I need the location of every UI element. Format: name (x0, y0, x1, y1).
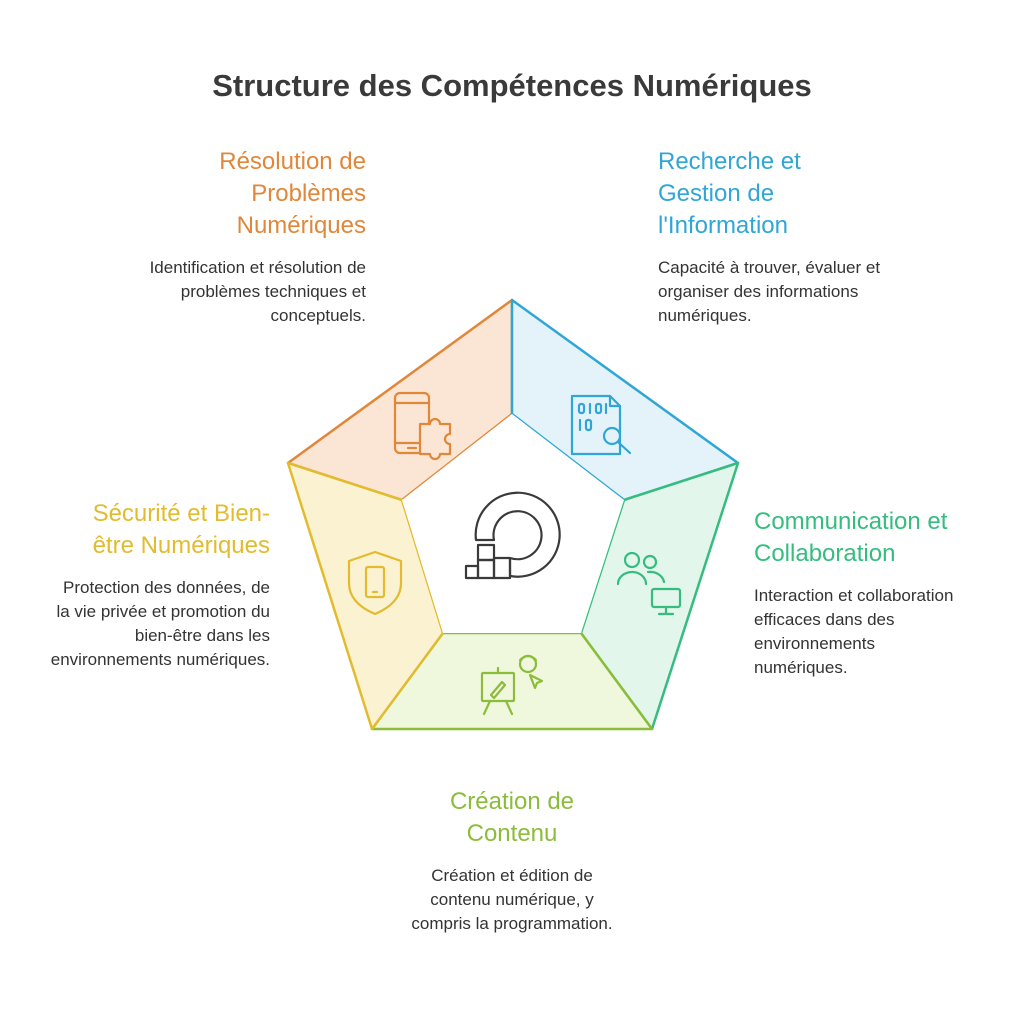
information-title: Recherche et Gestion de l'Information (658, 148, 801, 239)
safety-block (30, 498, 270, 672)
content-creation-description: Création et édition de contenu numérique, y compris la programmation. (411, 866, 613, 933)
page-title: Structure des Compétences Numériques (212, 68, 812, 103)
communication-block (754, 506, 994, 680)
safety-title: Sécurité et Bien-être Numériques (92, 500, 270, 559)
information-description: Capacité à trouver, évaluer et organiser des informations numériques. (658, 258, 881, 325)
communication-description: Interaction et collaboration efficaces dans des environnements numériques. (754, 586, 954, 677)
content-creation-title: Création de Contenu (449, 788, 575, 847)
content-creation-block (387, 786, 637, 936)
problem-solving-title: Résolution de Problèmes Numériques (219, 148, 366, 239)
communication-title: Communication et Collaboration (754, 508, 948, 567)
problem-solving-description: Identification et résolution de problèmes techniques et conceptuels. (149, 258, 366, 325)
safety-description: Protection des données, de la vie privée et promotion du bien-être dans les environnements numériques. (50, 578, 270, 669)
information-block (658, 146, 898, 328)
problem-solving-block (120, 146, 366, 328)
